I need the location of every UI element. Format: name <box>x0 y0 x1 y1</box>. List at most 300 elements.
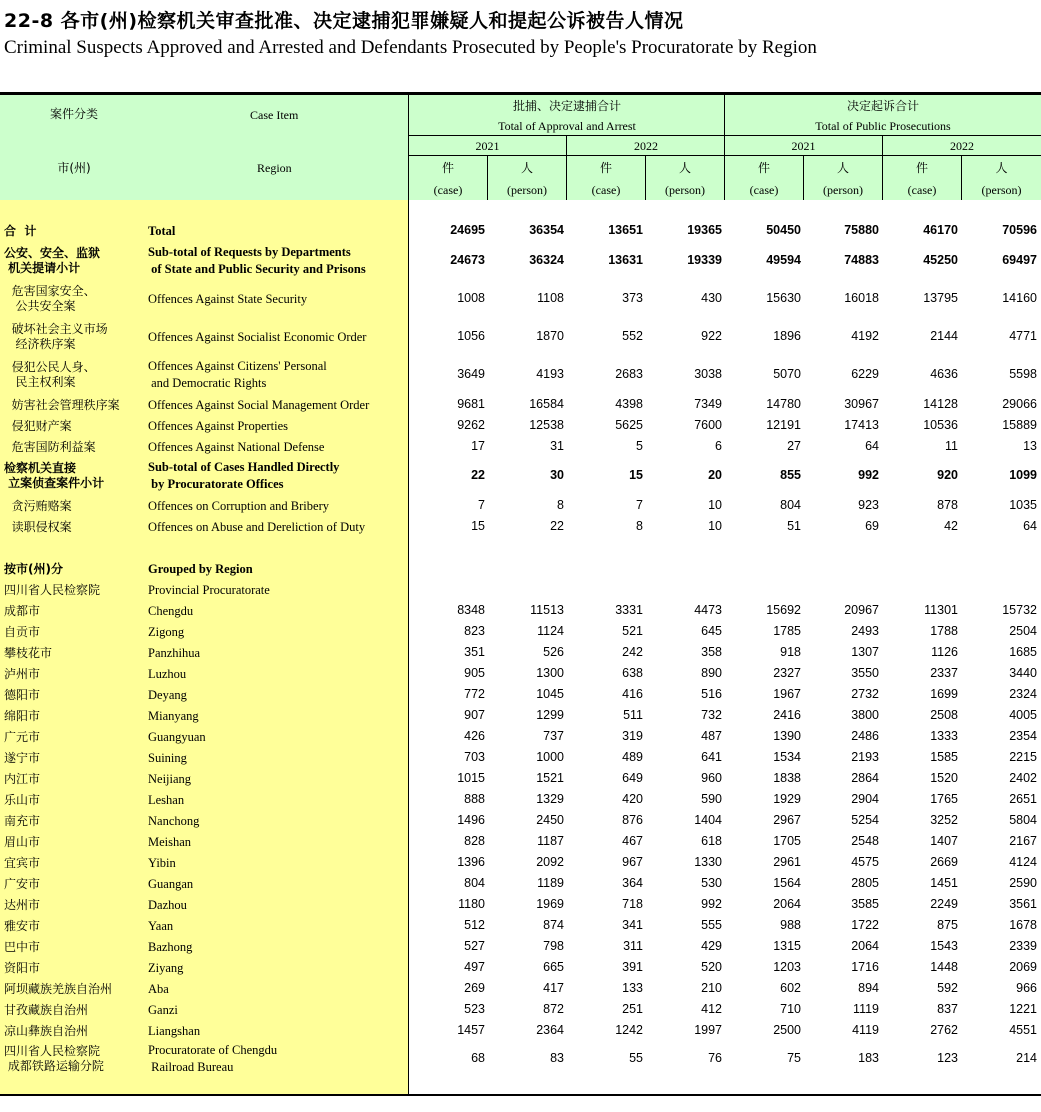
value-cell: 1564 <box>773 876 801 890</box>
row-label-en: Yibin <box>148 855 176 870</box>
value-cell: 2967 <box>773 813 801 827</box>
value-cell: 426 <box>464 729 485 743</box>
value-cell: 416 <box>622 687 643 701</box>
row-label-zh: 泸州市 <box>4 666 41 681</box>
value-cell: 412 <box>701 1002 722 1016</box>
table-header <box>0 95 1041 200</box>
value-cell: 5070 <box>773 367 801 381</box>
value-cell: 2064 <box>773 897 801 911</box>
value-cell: 487 <box>701 729 722 743</box>
value-cell: 49594 <box>766 252 801 267</box>
table-row <box>0 497 1041 515</box>
value-cell: 2864 <box>851 771 879 785</box>
row-label-zh: 四川省人民检察院 成都铁路运输分院 <box>4 1043 104 1073</box>
table-row <box>0 686 1041 704</box>
row-label-zh: 公安、安全、监狱 机关提请小计 <box>4 245 101 275</box>
value-cell: 22 <box>471 467 485 482</box>
table-row <box>0 438 1041 456</box>
row-label-zh: 成都市 <box>4 603 41 618</box>
row-label-zh: 乐山市 <box>4 792 41 807</box>
value-cell: 7 <box>636 498 643 512</box>
table-row <box>0 623 1041 641</box>
value-cell: 1299 <box>536 708 564 722</box>
value-cell: 9262 <box>457 418 485 432</box>
row-label-en: Bazhong <box>148 939 193 954</box>
value-cell: 12538 <box>529 418 564 432</box>
year-2022-arrest: 2022 <box>634 139 658 153</box>
value-cell: 83 <box>550 1050 564 1065</box>
unit-case-zh: 件 <box>757 161 770 175</box>
value-cell: 1015 <box>457 771 485 785</box>
row-label-en: Grouped by Region <box>148 561 253 576</box>
header-case-item-en: Case Item <box>250 108 299 122</box>
value-cell: 4124 <box>1009 855 1037 869</box>
value-cell: 4119 <box>852 1023 879 1037</box>
value-cell: 2651 <box>1009 792 1037 806</box>
table-row <box>0 518 1041 536</box>
value-cell: 1315 <box>773 939 801 953</box>
value-cell: 133 <box>622 981 643 995</box>
value-cell: 358 <box>701 645 722 659</box>
value-cell: 992 <box>701 897 722 911</box>
header-region-zh: 市(州) <box>57 161 91 175</box>
value-cell: 1242 <box>615 1023 643 1037</box>
value-cell: 665 <box>543 960 564 974</box>
value-cell: 1699 <box>930 687 958 701</box>
value-cell: 1870 <box>536 329 564 343</box>
value-cell: 16584 <box>529 397 564 411</box>
value-cell: 804 <box>464 876 485 890</box>
value-cell: 364 <box>622 876 643 890</box>
row-label-zh: 贪污贿赂案 <box>4 498 72 513</box>
value-cell: 552 <box>622 329 643 343</box>
bottom-rule <box>0 1094 1041 1096</box>
value-cell: 30967 <box>844 397 879 411</box>
value-cell: 2337 <box>930 666 958 680</box>
value-cell: 4473 <box>694 603 722 617</box>
row-label-zh: 广安市 <box>4 876 41 891</box>
table-row <box>0 1022 1041 1040</box>
year-2021-prosecution: 2021 <box>791 139 816 153</box>
value-cell: 3440 <box>1009 666 1037 680</box>
value-cell: 2486 <box>851 729 879 743</box>
value-cell: 1126 <box>931 645 958 659</box>
value-cell: 3561 <box>1009 897 1037 911</box>
value-cell: 526 <box>543 645 564 659</box>
value-cell: 489 <box>622 750 643 764</box>
value-cell: 10 <box>708 498 722 512</box>
value-cell: 2402 <box>1009 771 1037 785</box>
value-cell: 19365 <box>687 223 722 237</box>
value-cell: 210 <box>701 981 722 995</box>
value-cell: 420 <box>622 792 643 806</box>
value-cell: 1187 <box>537 834 564 848</box>
value-cell: 15630 <box>766 291 801 305</box>
value-cell: 22 <box>550 519 564 533</box>
value-cell: 527 <box>464 939 485 953</box>
value-cell: 46170 <box>923 223 958 237</box>
value-cell: 5254 <box>851 813 879 827</box>
value-cell: 3550 <box>851 666 879 680</box>
value-cell: 68 <box>471 1050 485 1065</box>
table-row <box>0 896 1041 914</box>
table-row <box>0 322 1041 352</box>
value-cell: 8 <box>636 519 643 533</box>
value-cell: 319 <box>622 729 643 743</box>
row-label-zh: 南充市 <box>4 813 41 828</box>
value-cell: 718 <box>622 897 643 911</box>
value-cell: 1221 <box>1009 1002 1037 1016</box>
value-cell: 1099 <box>1009 467 1037 482</box>
value-cell: 2732 <box>851 687 879 701</box>
row-label-zh: 自贡市 <box>4 624 41 639</box>
value-cell: 804 <box>780 498 801 512</box>
table-row <box>0 665 1041 683</box>
value-cell: 512 <box>464 918 485 932</box>
value-cell: 2669 <box>930 855 958 869</box>
value-cell: 8348 <box>457 603 485 617</box>
table-row <box>0 959 1041 977</box>
value-cell: 2961 <box>773 855 801 869</box>
row-label-zh: 侵犯公民人身、 民主权利案 <box>11 360 96 389</box>
value-cell: 3649 <box>457 367 485 381</box>
value-cell: 24673 <box>450 252 485 267</box>
value-cell: 14128 <box>923 397 958 411</box>
value-cell: 430 <box>701 291 722 305</box>
value-cell: 9681 <box>457 397 485 411</box>
value-cell: 2092 <box>536 855 564 869</box>
value-cell: 875 <box>937 918 958 932</box>
unit-case-zh: 件 <box>915 161 928 175</box>
value-cell: 516 <box>701 687 722 701</box>
value-cell: 4636 <box>930 367 958 381</box>
value-cell: 4005 <box>1009 708 1037 722</box>
table-row <box>0 459 1041 492</box>
value-cell: 2416 <box>773 708 801 722</box>
row-label-en: Panzhihua <box>148 645 201 660</box>
value-cell: 1997 <box>694 1023 722 1037</box>
value-cell: 2364 <box>536 1023 564 1037</box>
value-cell: 15889 <box>1002 418 1037 432</box>
value-cell: 523 <box>464 1002 485 1016</box>
value-cell: 876 <box>622 813 643 827</box>
row-label-zh: 内江市 <box>4 771 41 786</box>
group-prosecution-zh: 决定起诉合计 <box>846 99 919 113</box>
value-cell: 2354 <box>1009 729 1037 743</box>
unit-case-en: (case) <box>749 183 779 197</box>
value-cell: 36354 <box>529 223 564 237</box>
value-cell: 1333 <box>930 729 958 743</box>
value-cell: 1457 <box>457 1023 485 1037</box>
row-label-zh: 达州市 <box>4 897 41 912</box>
value-cell: 69497 <box>1002 252 1037 267</box>
value-cell: 2500 <box>773 1023 801 1037</box>
value-cell: 960 <box>701 771 722 785</box>
value-cell: 27 <box>787 439 801 453</box>
value-cell: 890 <box>701 666 722 680</box>
value-cell: 50450 <box>766 223 801 237</box>
value-cell: 10536 <box>923 418 958 432</box>
value-cell: 1396 <box>457 855 485 869</box>
value-cell: 417 <box>543 981 564 995</box>
value-cell: 1520 <box>930 771 958 785</box>
value-cell: 1496 <box>457 813 485 827</box>
table-title-english: Criminal Suspects Approved and Arrested and Defendants Prosecuted by People's Procuratorate by Region <box>4 37 817 58</box>
value-cell: 837 <box>937 1002 958 1016</box>
table-row <box>0 917 1041 935</box>
value-cell: 351 <box>464 645 485 659</box>
value-cell: 5598 <box>1009 367 1037 381</box>
value-cell: 15732 <box>1002 603 1037 617</box>
value-cell: 1788 <box>930 624 958 638</box>
value-cell: 878 <box>937 498 958 512</box>
row-label-zh: 检察机关直接 立案侦查案件小计 <box>4 460 105 490</box>
value-cell: 1448 <box>930 960 958 974</box>
value-cell: 11301 <box>924 603 958 617</box>
value-cell: 70596 <box>1002 223 1037 237</box>
value-cell: 923 <box>858 498 879 512</box>
table-row <box>0 244 1041 277</box>
value-cell: 2762 <box>930 1023 958 1037</box>
row-label-en: Provincial Procuratorate <box>148 582 270 597</box>
value-cell: 967 <box>622 855 643 869</box>
value-cell: 373 <box>622 291 643 305</box>
value-cell: 214 <box>1016 1050 1037 1065</box>
value-cell: 855 <box>780 467 801 482</box>
unit-case-zh: 件 <box>441 161 454 175</box>
value-cell: 1929 <box>773 792 801 806</box>
unit-person-zh: 人 <box>678 161 691 175</box>
group-arrest-en: Total of Approval and Arrest <box>498 119 636 133</box>
value-cell: 1585 <box>930 750 958 764</box>
value-cell: 823 <box>464 624 485 638</box>
value-cell: 3585 <box>851 897 879 911</box>
value-cell: 2249 <box>930 897 958 911</box>
row-label-en: Offences Against Social Management Order <box>148 397 370 412</box>
value-cell: 888 <box>464 792 485 806</box>
value-cell: 2450 <box>536 813 564 827</box>
table-row <box>0 770 1041 788</box>
value-cell: 311 <box>623 939 643 953</box>
value-cell: 3800 <box>851 708 879 722</box>
value-cell: 17413 <box>844 418 879 432</box>
value-cell: 1967 <box>773 687 801 701</box>
row-label-zh: 妨害社会管理秩序案 <box>4 397 120 412</box>
value-cell: 183 <box>858 1050 879 1065</box>
row-label-en: Chengdu <box>148 603 194 618</box>
value-cell: 1000 <box>536 750 564 764</box>
value-cell: 1407 <box>930 834 958 848</box>
row-label-zh: 绵阳市 <box>4 708 41 723</box>
value-cell: 5804 <box>1009 813 1037 827</box>
row-label-zh: 危害国防利益案 <box>4 439 96 454</box>
value-cell: 2167 <box>1009 834 1037 848</box>
value-cell: 1404 <box>694 813 722 827</box>
table-row <box>0 284 1041 314</box>
value-cell: 3331 <box>615 603 643 617</box>
value-cell: 2069 <box>1009 960 1037 974</box>
value-cell: 2064 <box>851 939 879 953</box>
value-cell: 1534 <box>773 750 801 764</box>
value-cell: 391 <box>622 960 643 974</box>
row-label-en: Mianyang <box>148 708 199 723</box>
row-label-zh: 德阳市 <box>4 687 41 702</box>
row-label-en: Liangshan <box>148 1023 201 1038</box>
value-cell: 1390 <box>773 729 801 743</box>
row-label-en: Sub-total of Cases Handled Directly by Procuratorate Offices <box>148 459 340 491</box>
row-label-zh: 凉山彝族自治州 <box>4 1023 89 1038</box>
value-cell: 872 <box>543 1002 564 1016</box>
value-cell: 24695 <box>450 223 485 237</box>
row-label-en: Offences Against Socialist Economic Order <box>148 329 367 344</box>
header-case-item-zh: 案件分类 <box>49 107 98 121</box>
table-row <box>0 644 1041 662</box>
row-label-en: Neijiang <box>148 771 192 786</box>
row-label-en: Sub-total of Requests by Departments of State and Public Security and Prisons <box>148 244 366 276</box>
row-label-en: Offences Against State Security <box>148 291 308 306</box>
row-label-en: Offences on Abuse and Dereliction of Duty <box>148 519 366 534</box>
value-cell: 992 <box>858 467 879 482</box>
value-cell: 15 <box>629 467 643 482</box>
table-row <box>0 791 1041 809</box>
row-label-zh: 雅安市 <box>4 918 41 933</box>
value-cell: 75 <box>787 1050 801 1065</box>
value-cell: 4551 <box>1009 1023 1037 1037</box>
unit-case-en: (case) <box>907 183 937 197</box>
table-title-chinese: 22-8 各市(州)检察机关审查批准、决定逮捕犯罪嫌疑人和提起公诉被告人情况 <box>4 10 684 32</box>
value-cell: 798 <box>543 939 564 953</box>
value-cell: 828 <box>464 834 485 848</box>
row-label-zh: 广元市 <box>4 729 41 744</box>
row-label-en: Ganzi <box>148 1002 178 1017</box>
year-2022-prosecution: 2022 <box>950 139 974 153</box>
value-cell: 1119 <box>853 1002 879 1016</box>
year-2021-arrest: 2021 <box>475 139 500 153</box>
header-region-en: Region <box>257 161 292 175</box>
value-cell: 1124 <box>537 624 564 638</box>
value-cell: 641 <box>701 750 722 764</box>
value-cell: 2508 <box>930 708 958 722</box>
value-cell: 918 <box>780 645 801 659</box>
value-cell: 1722 <box>851 918 879 932</box>
value-cell: 2339 <box>1009 939 1037 953</box>
value-cell: 7600 <box>694 418 722 432</box>
row-label-en: Deyang <box>148 687 187 702</box>
group-prosecution-en: Total of Public Prosecutions <box>815 119 951 133</box>
value-cell: 521 <box>622 624 643 638</box>
value-cell: 2904 <box>851 792 879 806</box>
value-cell: 11513 <box>530 603 564 617</box>
value-cell: 2215 <box>1009 750 1037 764</box>
value-cell: 1521 <box>536 771 564 785</box>
unit-case-en: (case) <box>433 183 463 197</box>
value-cell: 2493 <box>851 624 879 638</box>
row-label-en: Suining <box>148 750 187 765</box>
unit-person-zh: 人 <box>995 161 1008 175</box>
value-cell: 17 <box>471 439 485 453</box>
value-cell: 1045 <box>536 687 564 701</box>
unit-case-en: (case) <box>591 183 621 197</box>
value-cell: 3038 <box>694 367 722 381</box>
table-row <box>0 1042 1041 1075</box>
value-cell: 7 <box>478 498 485 512</box>
value-cell: 7349 <box>694 397 722 411</box>
row-label-zh: 甘孜藏族自治州 <box>4 1002 89 1017</box>
value-cell: 1896 <box>773 329 801 343</box>
row-label-en: Offences Against National Defense <box>148 439 325 454</box>
value-cell: 592 <box>937 981 958 995</box>
value-cell: 520 <box>701 960 722 974</box>
unit-person-zh: 人 <box>836 161 849 175</box>
row-label-en: Yaan <box>148 918 174 933</box>
value-cell: 242 <box>622 645 643 659</box>
value-cell: 6 <box>715 439 722 453</box>
row-label-en: Procuratorate of Chengdu Railroad Bureau <box>148 1042 278 1074</box>
value-cell: 69 <box>865 519 879 533</box>
value-cell: 618 <box>701 834 722 848</box>
value-cell: 11 <box>945 439 958 453</box>
value-cell: 4193 <box>536 367 564 381</box>
value-cell: 4771 <box>1009 329 1037 343</box>
table-row <box>0 749 1041 767</box>
value-cell: 8 <box>557 498 564 512</box>
row-label-en: Leshan <box>148 792 185 807</box>
row-label-zh: 巴中市 <box>4 939 41 954</box>
unit-person-en: (person) <box>981 183 1022 197</box>
row-label-zh: 按市(州)分 <box>4 561 63 576</box>
row-label-zh: 侵犯财产案 <box>4 418 72 433</box>
value-cell: 1300 <box>536 666 564 680</box>
value-cell: 1785 <box>773 624 801 638</box>
row-label-en: Nanchong <box>148 813 200 828</box>
value-cell: 1765 <box>930 792 958 806</box>
value-cell: 64 <box>865 439 879 453</box>
row-label-zh: 眉山市 <box>4 834 41 849</box>
value-cell: 20 <box>708 467 722 482</box>
table-row <box>0 581 1041 599</box>
value-cell: 1969 <box>536 897 564 911</box>
value-cell: 14160 <box>1002 291 1037 305</box>
value-cell: 31 <box>550 439 564 453</box>
value-cell: 645 <box>701 624 722 638</box>
value-cell: 4192 <box>851 329 879 343</box>
value-cell: 5625 <box>615 418 643 432</box>
row-label-zh: 遂宁市 <box>4 750 41 765</box>
value-cell: 6229 <box>851 367 879 381</box>
value-cell: 30 <box>550 467 564 482</box>
value-cell: 64 <box>1023 519 1037 533</box>
table-row <box>0 854 1041 872</box>
table-row <box>0 938 1041 956</box>
value-cell: 36324 <box>529 252 564 267</box>
value-cell: 1180 <box>458 897 485 911</box>
value-cell: 772 <box>464 687 485 701</box>
value-cell: 905 <box>464 666 485 680</box>
value-cell: 2327 <box>773 666 801 680</box>
value-cell: 737 <box>543 729 564 743</box>
value-cell: 638 <box>622 666 643 680</box>
row-label-zh: 合 计 <box>4 223 37 238</box>
table-row <box>0 812 1041 830</box>
row-label-en: Meishan <box>148 834 192 849</box>
row-label-en: Dazhou <box>148 897 187 912</box>
value-cell: 269 <box>464 981 485 995</box>
value-cell: 5 <box>636 439 643 453</box>
value-cell: 19339 <box>687 252 722 267</box>
value-cell: 1716 <box>851 960 879 974</box>
value-cell: 13 <box>1023 439 1037 453</box>
value-cell: 13651 <box>608 223 643 237</box>
